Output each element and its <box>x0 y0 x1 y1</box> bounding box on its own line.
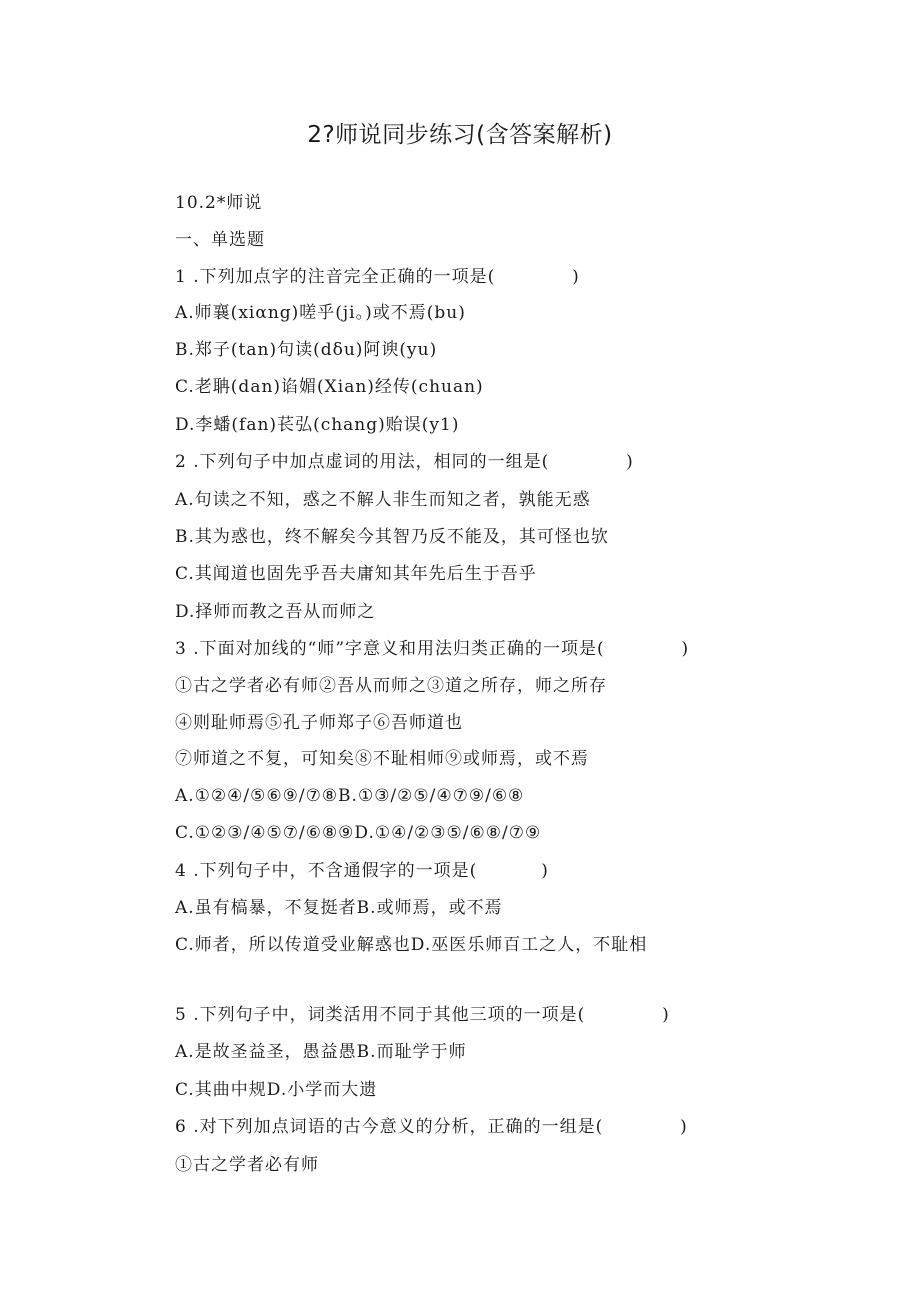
q1-option-c: C.老聃(dan)谄媚(Xian)经传(chuan) <box>175 377 484 397</box>
q2-option-c: C.其闻道也固先乎吾夫庸知其年先后生于吾乎 <box>175 564 537 584</box>
question-1: 1 .下列加点字的注音完全正确的一项是( ) <box>175 267 580 287</box>
q2-option-d: D.择师而教之吾从而师之 <box>175 602 376 622</box>
q3-options-ab: A.①②④/⑤⑥⑨/⑦⑧B.①③/②⑤/④⑦⑨/⑥⑧ <box>175 786 525 806</box>
q6-item-1: ①古之学者必有师 <box>175 1155 319 1175</box>
q4-options-cd: C.师者，所以传道受业解惑也D.巫医乐师百工之人，不耻相 <box>175 935 648 955</box>
q1-option-a: A.师襄(xiαng)嗟乎(ji。)或不焉(bu) <box>175 303 466 323</box>
q3-items-line-1: ①古之学者必有师②吾从而师之③道之所存，师之所存 <box>175 676 607 696</box>
question-4: 4 .下列句子中，不含通假字的一项是( ) <box>175 861 549 881</box>
q2-option-a: A.句读之不知，惑之不解人非生而知之者，孰能无惑 <box>175 490 591 510</box>
q5-options-ab: A.是故圣益圣，愚益愚B.而耻学于师 <box>175 1042 467 1062</box>
q3-options-cd: C.①②③/④⑤⑦/⑥⑧⑨D.①④/②③⑤/⑥⑧/⑦⑨ <box>175 823 542 843</box>
question-5: 5 .下列句子中，词类活用不同于其他三项的一项是( ) <box>175 1005 670 1025</box>
question-6: 6 .对下列加点词语的古今意义的分析，正确的一组是( ) <box>175 1117 688 1137</box>
question-2: 2 .下列句子中加点虚词的用法，相同的一组是( ) <box>175 452 634 472</box>
q3-items-line-2: ④则耻师焉⑤孔子师郑子⑥吾师道也 <box>175 713 463 733</box>
q5-options-cd: C.其曲中规D.小学而大遗 <box>175 1080 378 1100</box>
section-heading: 10.2*师说 <box>175 193 263 213</box>
document-title: 2?师说同步练习(含答案解析) <box>307 122 613 148</box>
q1-option-d: D.李蟠(fan)苌弘(chang)贻误(y1) <box>175 415 460 435</box>
q4-options-ab: A.虽有槁暴，不复挺者B.或师焉，或不焉 <box>175 898 503 918</box>
question-type-heading: 一、单选题 <box>175 230 265 250</box>
q2-option-b: B.其为惑也，终不解矣今其智乃反不能及，其可怪也欤 <box>175 527 609 547</box>
question-3: 3 .下面对加线的“师”字意义和用法归类正确的一项是( ) <box>175 639 690 659</box>
q1-option-b: B.郑子(tan)句读(dδu)阿谀(yu) <box>175 340 438 360</box>
q3-items-line-3: ⑦师道之不复，可知矣⑧不耻相师⑨或师焉，或不焉 <box>175 749 589 769</box>
